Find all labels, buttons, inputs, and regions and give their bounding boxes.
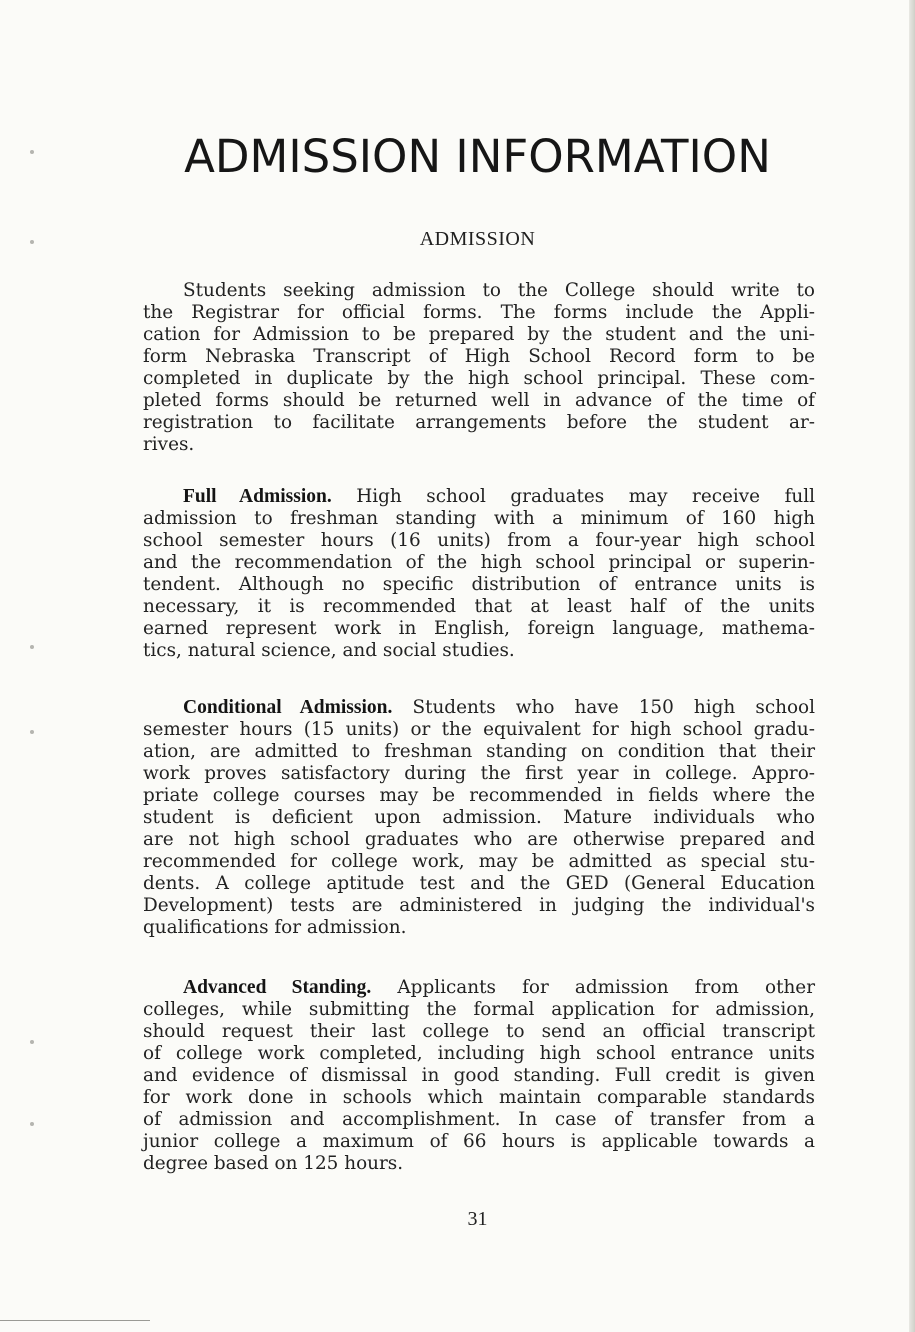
page-binding-edge bbox=[909, 0, 915, 1332]
margin-speck bbox=[30, 1122, 34, 1126]
conditional-admission-paragraph bbox=[143, 697, 815, 939]
paragraph-first-line bbox=[143, 486, 815, 508]
margin-speck bbox=[30, 645, 34, 649]
advanced-standing-heading: Advanced Standing. bbox=[183, 977, 372, 998]
paragraph-line: Development) tests are administered in judging the individual's bbox=[143, 895, 815, 916]
intro-paragraph bbox=[143, 280, 815, 456]
paragraph-line: semester hours (15 units) or the equivalent for high school gradu- bbox=[143, 719, 815, 740]
paragraph-line: tics, natural science, and social studies. bbox=[143, 640, 515, 661]
paragraph-line: work proves satisfactory during the first year in college. Appro- bbox=[143, 763, 815, 784]
page-corner-rule bbox=[0, 1320, 150, 1321]
paragraph-line: recommended for college work, may be admitted as special stu- bbox=[143, 851, 815, 872]
margin-speck bbox=[30, 1040, 34, 1044]
paragraph-line: of college work completed, including high school entrance units bbox=[143, 1043, 815, 1064]
paragraph-first-line bbox=[143, 977, 815, 999]
paragraph-line: cation for Admission to be prepared by the student and the uni- bbox=[143, 324, 815, 345]
section-heading: ADMISSION bbox=[419, 228, 536, 250]
paragraph-line-text: High school graduates may receive full bbox=[356, 486, 815, 507]
full-admission-heading: Full Admission. bbox=[183, 486, 332, 507]
paragraph-line: completed in duplicate by the high school principal. These com- bbox=[143, 368, 815, 389]
paragraph-line: Students seeking admission to the College should write to bbox=[183, 280, 815, 301]
paragraph-line: necessary, it is recommended that at least half of the units bbox=[143, 596, 815, 617]
paragraph-line: the Registrar for official forms. The forms include the Appli- bbox=[143, 302, 815, 323]
paragraph-line: colleges, while submitting the formal application for admission, bbox=[143, 999, 815, 1020]
paragraph-line: and the recommendation of the high school principal or superin- bbox=[143, 552, 815, 573]
paragraph-line: of admission and accomplishment. In case of transfer from a bbox=[143, 1109, 815, 1130]
conditional-admission-heading: Conditional Admission. bbox=[183, 697, 393, 718]
paragraph-line: student is deficient upon admission. Mature individuals who bbox=[143, 807, 815, 828]
paragraph-line: form Nebraska Transcript of High School Record form to be bbox=[143, 346, 815, 367]
full-admission-paragraph bbox=[143, 486, 815, 662]
paragraph-line: ation, are admitted to freshman standing on condition that their bbox=[143, 741, 815, 762]
paragraph-line-text: Applicants for admission from other bbox=[397, 977, 815, 998]
paragraph-line: qualifications for admission. bbox=[143, 917, 407, 938]
paragraph-line: junior college a maximum of 66 hours is applicable towards a bbox=[143, 1131, 815, 1152]
page-number: 31 bbox=[467, 1208, 488, 1230]
paragraph-line: degree based on 125 hours. bbox=[143, 1153, 404, 1174]
paragraph-line: and evidence of dismissal in good standing. Full credit is given bbox=[143, 1065, 815, 1086]
paragraph-line: rives. bbox=[143, 434, 195, 455]
paragraph-first-line bbox=[143, 697, 815, 719]
paragraph-line-text: Students who have 150 high school bbox=[412, 697, 815, 718]
paragraph-line: school semester hours (16 units) from a four-year high school bbox=[143, 530, 815, 551]
paragraph-line: tendent. Although no specific distribution of entrance units is bbox=[143, 574, 815, 595]
paragraph-line: for work done in schools which maintain comparable standards bbox=[143, 1087, 815, 1108]
paragraph-line: should request their last college to send an official transcript bbox=[143, 1021, 815, 1042]
advanced-standing-paragraph bbox=[143, 977, 815, 1175]
paragraph-line: registration to facilitate arrangements before the student ar- bbox=[143, 412, 815, 433]
paragraph-line: dents. A college aptitude test and the GED (General Education bbox=[143, 873, 815, 894]
paragraph-line: priate college courses may be recommended in fields where the bbox=[143, 785, 815, 806]
paragraph-line: pleted forms should be returned well in advance of the time of bbox=[143, 390, 815, 411]
paragraph-line: admission to freshman standing with a minimum of 160 high bbox=[143, 508, 815, 529]
page-title: ADMISSION INFORMATION bbox=[184, 130, 771, 183]
paragraph-line: earned represent work in English, foreign language, mathema- bbox=[143, 618, 815, 639]
paragraph-line: are not high school graduates who are otherwise prepared and bbox=[143, 829, 815, 850]
margin-speck bbox=[30, 730, 34, 734]
